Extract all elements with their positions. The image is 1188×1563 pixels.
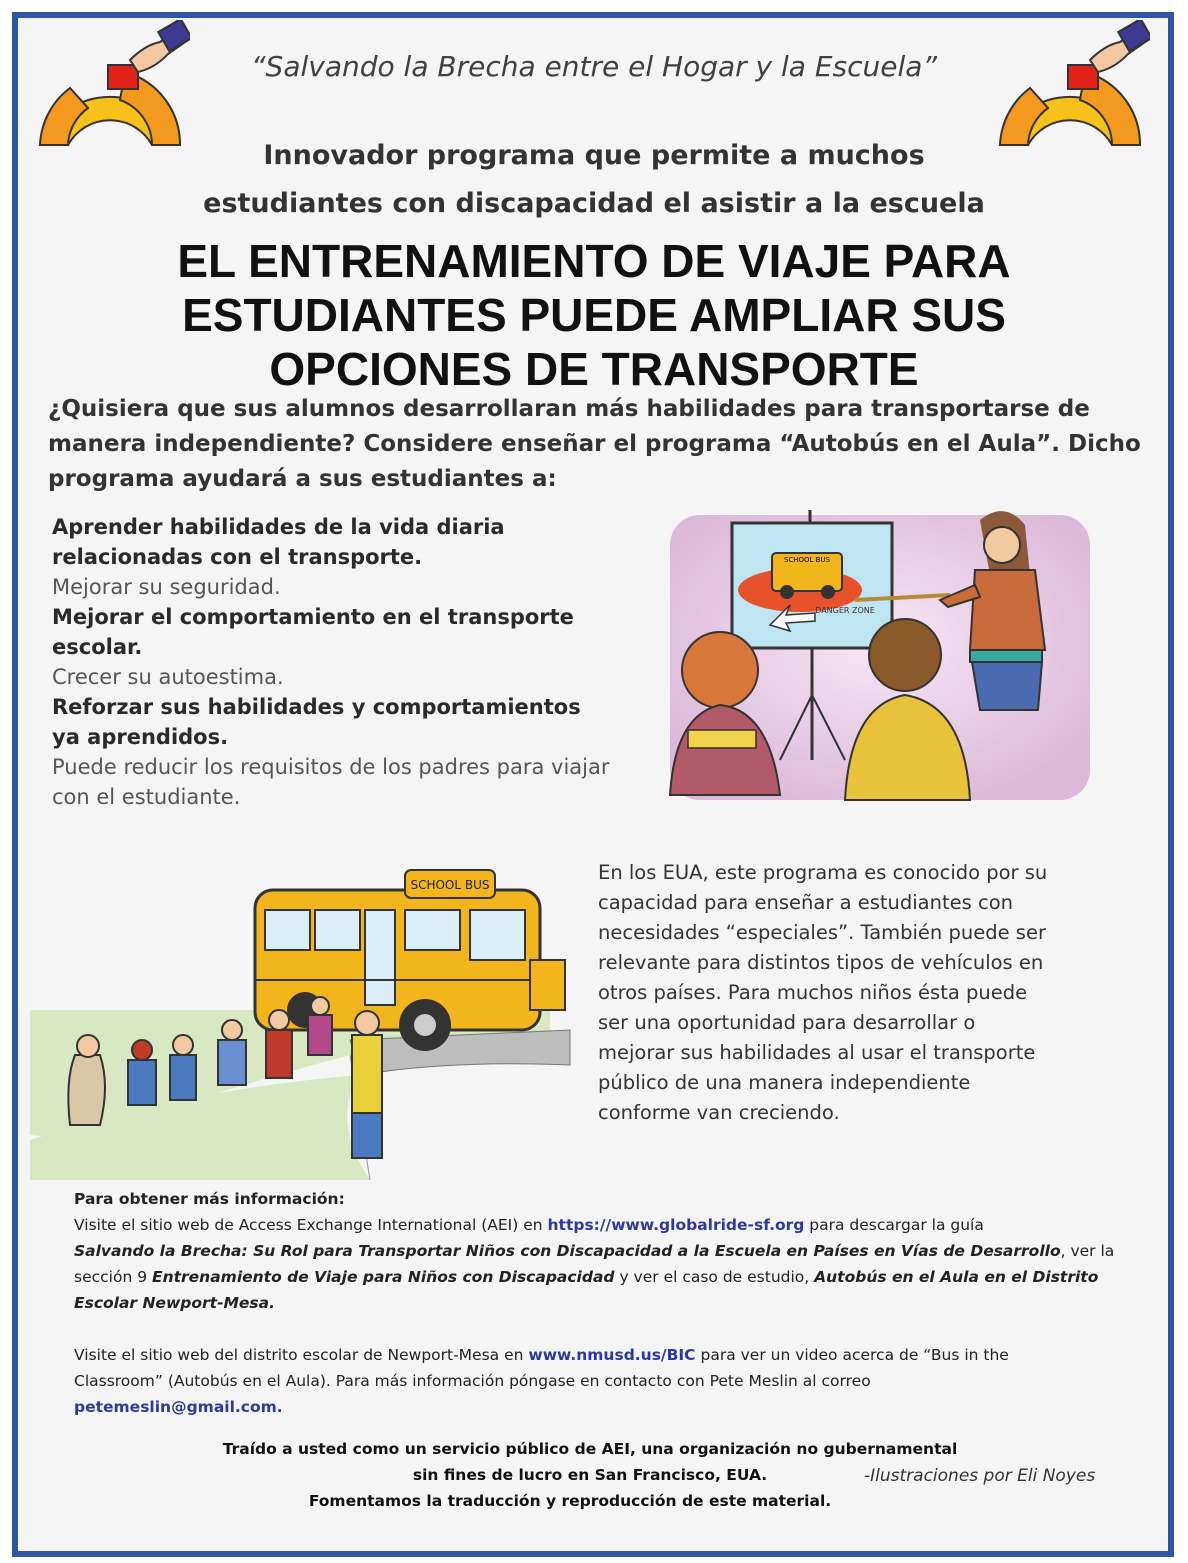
street-bus-sign: SCHOOL BUS xyxy=(410,878,490,892)
danger-zone-label: DANGER ZONE xyxy=(815,606,875,615)
footer-line: Fomentamos la traducción y reproducción de este material. xyxy=(308,1492,832,1510)
eua-line: capacidad para enseñar a estudiantes con xyxy=(598,891,1013,914)
info-paragraph-1 xyxy=(74,1212,1154,1316)
info-text: Classroom” (Autobús en el Aula). Para más información póngase en contacto con Pete Meslin al correo xyxy=(74,1372,871,1390)
benefit-line: Crecer su autoestima. xyxy=(52,665,284,689)
benefit-line: Mejorar el comportamiento en el transporte xyxy=(52,605,574,629)
subheading-line-1: Innovador programa que permite a muchos xyxy=(263,140,925,171)
info-text: para descargar la guía xyxy=(804,1216,984,1234)
benefit-line: con el estudiante. xyxy=(52,785,241,809)
info-text: , ver la xyxy=(1060,1242,1115,1260)
benefit-line: Puede reducir los requisitos de los padres para viajar xyxy=(52,755,610,779)
intro-paragraph xyxy=(48,392,1158,497)
tagline: “Salvando la Brecha entre el Hogar y la Escuela” xyxy=(251,50,937,83)
headline-line-2: ESTUDIANTES PUEDE AMPLIAR SUS xyxy=(182,289,1006,341)
benefits-list xyxy=(52,512,652,812)
illustration-credit: -Ilustraciones por Eli Noyes xyxy=(864,1466,1096,1486)
eua-line: conforme van creciendo. xyxy=(598,1101,840,1124)
headline xyxy=(0,234,1188,396)
subheading-line-2: estudiantes con discapacidad el asistir a la escuela xyxy=(203,188,985,219)
intro-line: ¿Quisiera que sus alumnos desarrollaran más habilidades para transportarse de xyxy=(48,396,1090,422)
puzzle-bridge-logo-left xyxy=(30,20,190,150)
benefit-line: relacionadas con el transporte. xyxy=(52,545,423,569)
eua-line: relevante para distintos tipos de vehículos en xyxy=(598,951,1044,974)
headline-line-3: OPCIONES DE TRANSPORTE xyxy=(269,343,919,395)
case-study-title: Autobús en el Aula en el Distrito xyxy=(814,1268,1099,1286)
more-info-section xyxy=(74,1186,1154,1420)
more-info-heading: Para obtener más información: xyxy=(74,1190,345,1208)
info-text: Visite el sitio web del distrito escolar de Newport-Mesa en xyxy=(74,1346,529,1364)
puzzle-bridge-logo-right xyxy=(990,20,1150,150)
nmusd-link[interactable]: www.nmusd.us/BIC xyxy=(528,1346,696,1364)
benefit-line: Reforzar sus habilidades y comportamientos xyxy=(52,695,581,719)
eua-line: ser una oportunidad para desarrollar o xyxy=(598,1011,976,1034)
case-study-title: Escolar Newport-Mesa. xyxy=(74,1294,276,1312)
eua-line: En los EUA, este programa es conocido por su xyxy=(598,861,1048,884)
info-text: Visite el sitio web de Access Exchange International (AEI) en xyxy=(74,1216,548,1234)
info-text: y ver el caso de estudio, xyxy=(614,1268,815,1286)
info-paragraph-2 xyxy=(74,1342,1154,1420)
headline-line-1: EL ENTRENAMIENTO DE VIAJE PARA xyxy=(177,235,1011,287)
eua-line: mejorar sus habilidades al usar el transporte xyxy=(598,1041,1036,1064)
eua-line: público de una manera independiente xyxy=(598,1071,971,1094)
guide-title: Salvando la Brecha: Su Rol para Transportar Niños con Discapacidad a la Escuela en Países en Vías de Desarrollo xyxy=(74,1242,1061,1260)
school-bus-illustration xyxy=(30,860,590,1180)
classroom-illustration xyxy=(650,495,1120,805)
section-title: Entrenamiento de Viaje para Niños con Discapacidad xyxy=(151,1268,615,1286)
footer-line: sin fines de lucro en San Francisco, EUA. xyxy=(412,1466,768,1484)
email-link[interactable]: petemeslin@gmail.com. xyxy=(74,1398,283,1416)
benefit-line: escolar. xyxy=(52,635,143,659)
eua-line: otros países. Para muchos niños ésta puede xyxy=(598,981,1028,1004)
benefit-line: ya aprendidos. xyxy=(52,725,229,749)
benefit-line: Mejorar su seguridad. xyxy=(52,575,281,599)
intro-line: programa ayudará a sus estudiantes a: xyxy=(48,466,557,492)
intro-line: manera independiente? Considere enseñar el programa “Autobús en el Aula”. Dicho xyxy=(48,431,1141,457)
info-text: para ver un video acerca de “Bus in the xyxy=(695,1346,1009,1364)
footer-line: Traído a usted como un servicio público de AEI, una organización no gubernamental xyxy=(222,1440,958,1458)
benefit-line: Aprender habilidades de la vida diaria xyxy=(52,515,505,539)
info-text: sección 9 xyxy=(74,1268,152,1286)
classroom-bus-sign: SCHOOL BUS xyxy=(783,556,831,564)
globalride-link[interactable]: https://www.globalride-sf.org xyxy=(547,1216,805,1234)
eua-line: necesidades “especiales”. También puede ser xyxy=(598,921,1046,944)
eua-paragraph xyxy=(598,858,1128,1128)
